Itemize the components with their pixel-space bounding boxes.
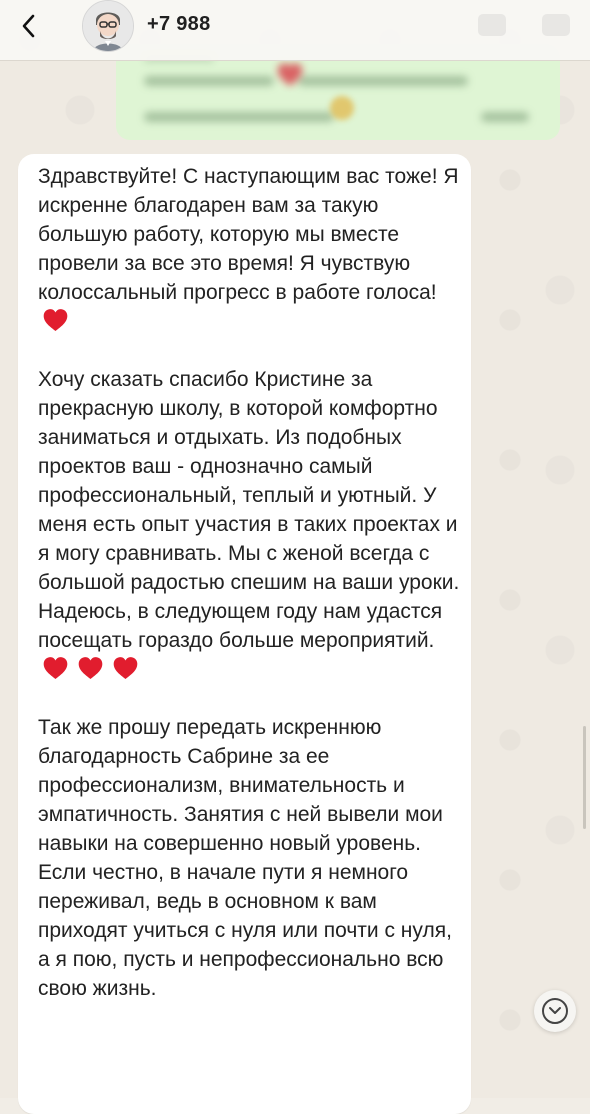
message-paragraph-1-text: Здравствуйте! С наступающим вас тоже! Я искренне благодарен вам за такую большую работу, которую мы вместе провели за все это время! Я чувствую колоссальный прогресс в работе голоса! bbox=[38, 165, 459, 304]
message-paragraph-3-text: Так же прошу передать искреннюю благодарность Сабрине за ее профессионализм, внимательность и эмпатичность. Занятия с ней вывели мои навыки на совершенно новый уровень. Если честно, в начале пути я немного переживал, ведь в основном к вам приходят учиться с нуля или почти с нуля, а я пою, пусть и непрофессионально всю свою жизнь. bbox=[38, 716, 452, 1000]
blurred-emoji-icon bbox=[330, 96, 354, 120]
contact-avatar[interactable] bbox=[82, 0, 134, 52]
message-paragraph-2 bbox=[38, 365, 460, 684]
scrollbar-thumb[interactable] bbox=[583, 726, 586, 829]
message-text bbox=[38, 162, 460, 1003]
message-paragraph-2-text: Хочу сказать спасибо Кристине за прекрасную школу, в которой комфортно заниматься и отдыхать. Из подобных проектов ваш - однозначно самый профессиональный, теплый и уютный. У меня есть опыт участия в таких проектах и я могу сравнивать. Мы с женой всегда с большой радостью спешим на ваши уроки. Надеюсь, в следующем году нам удастся посещать гораздо больше мероприятий. bbox=[38, 368, 460, 652]
phone-call-icon[interactable] bbox=[542, 14, 570, 36]
chat-header bbox=[0, 0, 590, 61]
blurred-text-line bbox=[481, 112, 529, 122]
blurred-heart-icon bbox=[276, 62, 304, 88]
message-paragraph-3 bbox=[38, 713, 460, 1003]
message-bubble[interactable] bbox=[18, 154, 471, 1114]
chevron-down-glyph bbox=[548, 1006, 562, 1016]
contact-phone-number[interactable]: +7 988 bbox=[147, 13, 211, 35]
red-heart-icon bbox=[77, 656, 104, 681]
header-actions bbox=[478, 14, 570, 36]
avatar-image bbox=[83, 1, 133, 51]
chevron-down-icon bbox=[542, 998, 568, 1024]
message-paragraph-1 bbox=[38, 162, 460, 336]
video-call-icon[interactable] bbox=[478, 14, 506, 36]
blurred-text-line bbox=[144, 112, 334, 122]
blurred-text-line bbox=[144, 76, 274, 86]
blurred-text-line bbox=[298, 76, 468, 86]
scroll-to-bottom-button[interactable] bbox=[534, 990, 576, 1032]
red-heart-icon bbox=[42, 308, 69, 333]
red-heart-icon bbox=[112, 656, 139, 681]
red-heart-icon bbox=[42, 656, 69, 681]
chevron-left-icon bbox=[19, 13, 39, 39]
back-button[interactable] bbox=[17, 11, 41, 41]
